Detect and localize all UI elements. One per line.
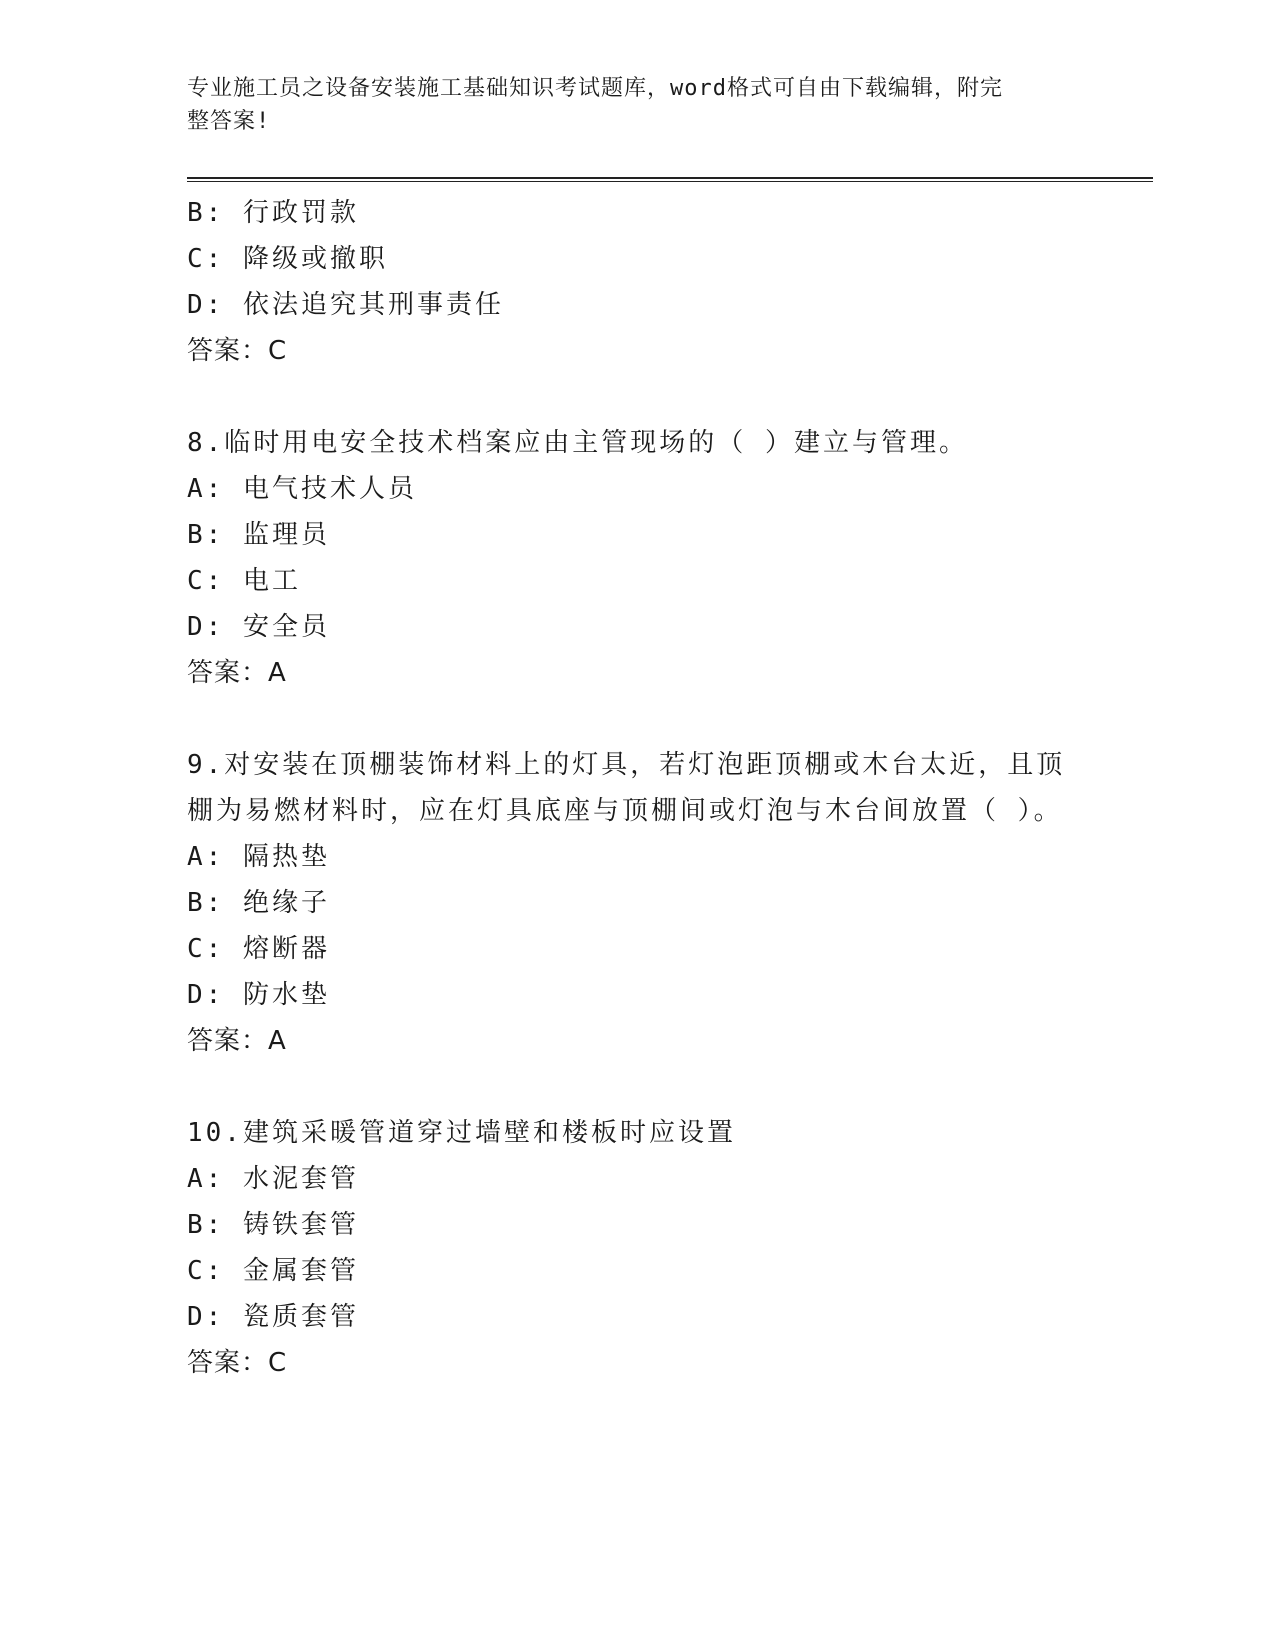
- option-c: C: 电工: [187, 566, 301, 596]
- question-list: [187, 190, 1087, 1386]
- question-text: 10.建筑采暖管道穿过墙壁和楼板时应设置: [187, 1118, 736, 1148]
- option-d: D: 依法追究其刑事责任: [187, 290, 504, 320]
- question-text-line-1: 9.对安装在顶棚装饰材料上的灯具，若灯泡距顶棚或木台太近，且顶: [187, 750, 1066, 780]
- header-title-line-1: 专业施工员之设备安装施工基础知识考试题库，word格式可自由下载编辑，附完: [187, 76, 1003, 101]
- question-text: 8.临时用电安全技术档案应由主管现场的（ ）建立与管理。: [187, 428, 968, 458]
- option-a: A: 水泥套管: [187, 1164, 359, 1194]
- header-divider: [187, 177, 1153, 182]
- option-d: D: 安全员: [187, 612, 330, 642]
- answer: 答案：C: [187, 1348, 288, 1378]
- option-d: D: 瓷质套管: [187, 1302, 359, 1332]
- option-d: D: 防水垫: [187, 980, 330, 1010]
- option-a: A: 隔热垫: [187, 842, 330, 872]
- question-text-line-2: 棚为易燃材料时，应在灯具底座与顶棚间或灯泡与木台间放置（ ）。: [187, 796, 1063, 826]
- option-b: B: 绝缘子: [187, 888, 330, 918]
- answer: 答案：C: [187, 336, 288, 366]
- option-b: B: 行政罚款: [187, 198, 359, 228]
- header-title-line-2: 整答案!: [187, 109, 271, 134]
- option-c: C: 金属套管: [187, 1256, 359, 1286]
- option-b: B: 铸铁套管: [187, 1210, 359, 1240]
- question-9: [187, 742, 1087, 1064]
- question-8: [187, 420, 1087, 696]
- option-a: A: 电气技术人员: [187, 474, 417, 504]
- option-b: B: 监理员: [187, 520, 330, 550]
- option-c: C: 降级或撤职: [187, 244, 388, 274]
- option-c: C: 熔断器: [187, 934, 330, 964]
- document-header: [187, 72, 1067, 138]
- question-7-continuation: [187, 190, 1087, 374]
- answer: 答案：A: [187, 658, 287, 688]
- question-10: [187, 1110, 1087, 1386]
- answer: 答案：A: [187, 1026, 287, 1056]
